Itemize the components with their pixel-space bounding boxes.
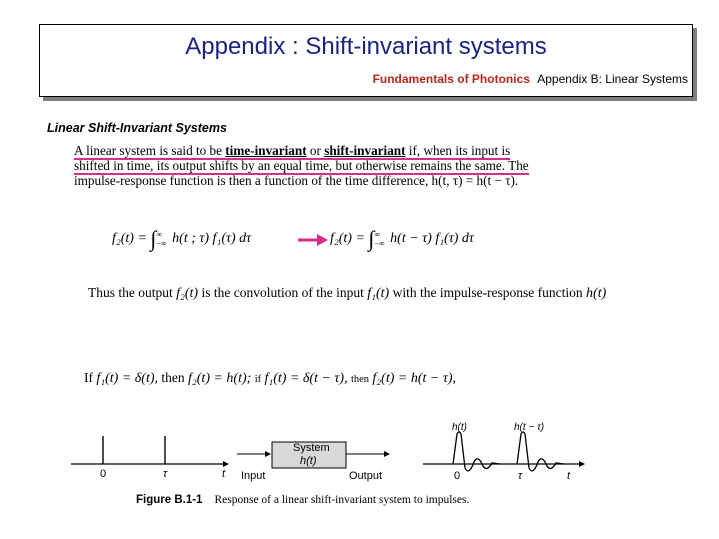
sentence-text: if [254, 374, 262, 385]
paragraph-line-1 [74, 143, 588, 158]
sentence-text: then [161, 370, 185, 385]
input-arrowhead [265, 451, 271, 457]
figure-label: Figure B.1-1 [136, 494, 203, 506]
eq2-rhs: h(t − τ) f₁(τ) dτ [390, 231, 474, 246]
upper-limit: ∞ [156, 229, 163, 239]
integral-sign: ∫ [368, 226, 375, 251]
label-system: System [293, 442, 330, 454]
label-input: Input [241, 470, 266, 482]
label-tau-left: τ [163, 468, 168, 480]
eq1-lhs: f₂(t) = [112, 231, 147, 246]
shifted-impulse-output: f₂(t) = h(t − τ), [372, 371, 457, 386]
output-arrowhead [384, 451, 390, 457]
figure-caption-text: Response of a linear shift-invariant system to impulses. [214, 494, 470, 506]
term-shift-invariant: shift-invariant [324, 143, 406, 158]
equation-general [112, 226, 251, 252]
axis-arrowhead [579, 461, 585, 467]
book-title: Fundamentals of Photonics [372, 72, 530, 86]
eq1-rhs: h(t ; τ) f₁(τ) dτ [172, 231, 252, 246]
input-symbol: f₁(t) [367, 286, 390, 301]
label-tau-right: τ [518, 470, 523, 482]
label-h-t-tau: h(t − τ) [514, 422, 545, 433]
impulse-response-symbol: h(t) [586, 286, 607, 301]
term-time-invariant: time-invariant [225, 143, 307, 158]
paragraph-line-2 [74, 158, 588, 173]
label-h-t: h(t) [452, 422, 467, 433]
integral-limits [374, 230, 384, 248]
equation-shift-invariant [330, 226, 474, 252]
sentence-text: Thus the output [88, 285, 173, 300]
impulse-statement [84, 370, 456, 387]
paragraph-line-3: impulse-response function is then a function of the time difference, h(t, τ) = h(t − τ). [74, 173, 519, 188]
upper-limit: ∞ [374, 229, 381, 239]
eq2-lhs: f₂(t) = [330, 231, 365, 246]
book-reference [373, 72, 688, 86]
label-t-right: t [567, 470, 571, 482]
label-t-left: t [222, 468, 226, 480]
label-output: Output [349, 470, 383, 482]
para-text: if, when its input is [405, 143, 511, 158]
response-curve-tau [517, 432, 564, 471]
label-system-h: h(t) [300, 455, 317, 467]
lower-limit: −∞ [374, 238, 385, 248]
slide-title: Appendix : Shift-invariant systems [185, 33, 547, 60]
sentence-text: with the impulse-response function [392, 285, 583, 300]
axis-arrowhead [223, 461, 229, 467]
impulse-output: f₂(t) = h(t); [188, 371, 252, 386]
arrow-right-icon [298, 234, 328, 246]
highlight-line-2: shifted in time, its output shifts by an equal time, but otherwise remains the same. The [74, 158, 529, 173]
response-curve-zero [453, 432, 500, 471]
delta-input: f₁(t) = δ(t), [96, 371, 159, 386]
figure-caption [136, 494, 469, 506]
sentence-text: then [350, 374, 370, 385]
sentence-text: is the convolution of the input [201, 285, 364, 300]
para-text: or [306, 143, 325, 158]
book-section: Appendix B: Linear Systems [537, 72, 688, 86]
slide-header [39, 24, 693, 97]
lower-limit: −∞ [156, 238, 167, 248]
shifted-delta-input: f₁(t) = δ(t − τ), [264, 371, 348, 386]
section-heading: Linear Shift-Invariant Systems [47, 121, 227, 135]
convolution-sentence [88, 285, 606, 302]
output-symbol: f₂(t) [176, 286, 199, 301]
definition-paragraph [74, 143, 588, 188]
para-text: A linear system is said to be [74, 143, 226, 158]
label-zero-right: 0 [454, 470, 461, 482]
integral-sign: ∫ [150, 226, 157, 251]
integral-limits [156, 230, 166, 248]
sentence-text: If [84, 370, 93, 385]
label-zero-left: 0 [100, 468, 107, 480]
